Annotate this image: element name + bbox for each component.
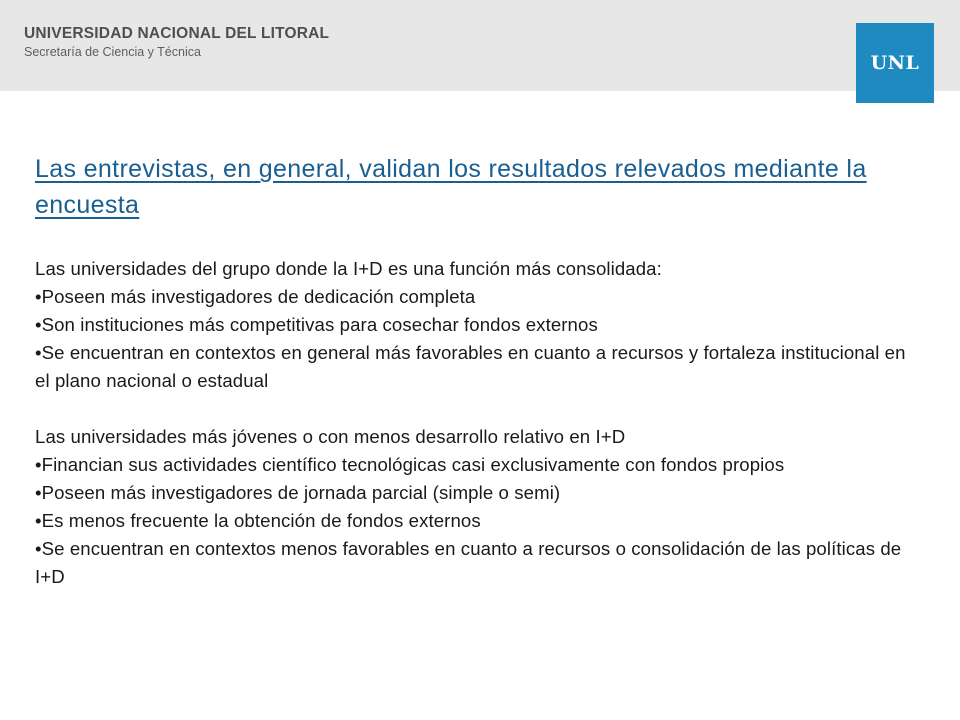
institution-name: UNIVERSIDAD NACIONAL DEL LITORAL — [24, 25, 330, 42]
bullet-item: •Son instituciones más competitivas para cosechar fondos externos — [35, 314, 598, 335]
bullet-item: •Financian sus actividades científico tecnológicas casi exclusivamente con fondos propios — [35, 454, 785, 475]
bullet-item: •Poseen más investigadores de jornada parcial (simple o semi) — [35, 482, 561, 503]
bullet-item: •Se encuentran en contextos en general más favorables en cuanto a recursos y fortaleza institucional en el plano nacional o estadual — [35, 342, 906, 391]
bullet-item: •Poseen más investigadores de dedicación completa — [35, 286, 476, 307]
group-consolidated — [35, 255, 915, 395]
group-intro: Las universidades del grupo donde la I+D es una función más consolidada: — [35, 258, 662, 279]
slide-content — [35, 151, 915, 591]
header-band — [0, 0, 960, 91]
unl-logo — [856, 23, 934, 103]
group-young-universities — [35, 423, 915, 591]
group-intro: Las universidades más jóvenes o con menos desarrollo relativo en I+D — [35, 426, 626, 447]
department-name: Secretaría de Ciencia y Técnica — [24, 45, 201, 59]
slide-heading-link[interactable]: Las entrevistas, en general, validan los resultados relevados mediante la encuesta — [35, 155, 867, 219]
logo-text: UNL — [870, 52, 920, 74]
bullet-item: •Se encuentran en contextos menos favorables en cuanto a recursos o consolidación de las políticas de I+D — [35, 538, 902, 587]
bullet-item: •Es menos frecuente la obtención de fondos externos — [35, 510, 481, 531]
